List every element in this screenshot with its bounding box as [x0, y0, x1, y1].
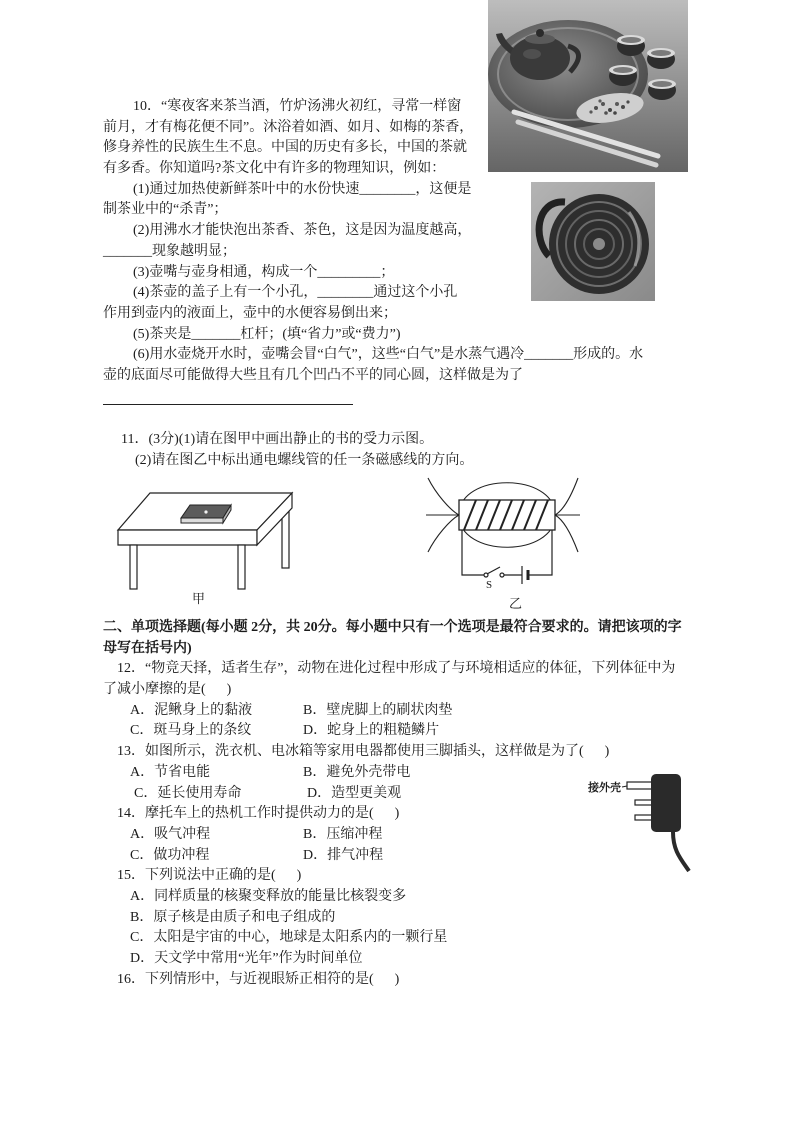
- q14-stem: 14．摩托车上的热机工作时提供动力的是( ): [117, 806, 400, 822]
- q16-stem: 16．下列情形中，与近视眼矫正相符的是( ): [117, 971, 400, 987]
- q14-option-d: D．排气冲程: [303, 847, 384, 863]
- table-front-edge: [118, 530, 257, 545]
- q10-item-3: (3)壶嘴与壶身相通，构成一个_________；: [133, 264, 395, 280]
- wire-left: [462, 530, 484, 575]
- q12-options-row: [103, 701, 682, 722]
- q14-option-c: C．做功冲程: [130, 847, 210, 863]
- plug-ground-label: 接外壳: [588, 782, 621, 794]
- q15-option-c: C．太阳是宇宙的中心，地球是太阳系内的一颗行星: [130, 930, 448, 946]
- table-leg-left: [130, 545, 137, 589]
- live-pin: [635, 800, 653, 805]
- q10-stem-line: 有多香。你知道吗?茶文化中有许多的物理知识，例如：: [103, 161, 446, 177]
- neutral-pin: [635, 815, 653, 820]
- q12-option-d: D．蛇身上的粗糙鳞片: [303, 723, 440, 739]
- q12-option-b: B．壁虎脚上的刷状肉垫: [303, 702, 453, 718]
- q13-option-a: A．节省电能: [130, 764, 211, 780]
- q10-item-1: (1)通过加热使新鲜茶叶中的水份快速________，这便是: [133, 181, 472, 197]
- q10-item-2: (2)用沸水才能快泡出茶香、茶色，这是因为温度越高，: [133, 223, 472, 239]
- q11-line: (2)请在图乙中标出通电螺线管的任一条磁感线的方向。: [135, 452, 474, 468]
- ground-pin: [627, 782, 653, 789]
- figure-yi-solenoid: [422, 474, 582, 614]
- q10-item-6-continued: 壶的底面尽可能做得大些且有几个凹凸不平的同心圆，这样做是为了: [103, 367, 523, 383]
- switch: [484, 567, 504, 577]
- question-11: [103, 430, 473, 471]
- q12-options-row: [103, 721, 682, 742]
- q10-stem-line: 10．“寒夜客来茶当酒，竹炉汤沸火初红，寻常一样窗: [133, 99, 462, 114]
- q10-item-4: (4)茶壶的盖子上有一个小孔，________通过这个小孔: [133, 285, 458, 301]
- q10-answer-blank-line: [103, 404, 353, 405]
- label-pointer: [622, 786, 627, 787]
- plug-pins: [627, 782, 653, 820]
- question-10: [103, 97, 643, 387]
- q10-item-5: (5)茶夹是_______杠杆；(填“省力”或“费力”): [133, 326, 401, 342]
- figure-jia-book-on-table: [110, 485, 300, 610]
- section-heading: 二、单项选择题(每小题 2分，共 20分。每小题中只有一个选项是最符合要求的。请把该项的字: [103, 620, 682, 635]
- section-heading: 母写在括号内): [103, 640, 192, 656]
- q13-option-d: D．造型更美观: [307, 785, 402, 801]
- q12-option-c: C．斑马身上的条纹: [130, 723, 252, 739]
- q15-option-d: D．天文学中常用“光年”作为时间单位: [130, 951, 363, 966]
- q12-option-a: A．泥鳅身上的黏液: [130, 702, 253, 718]
- circuit: [462, 530, 552, 584]
- q10-stem-line: 前月，才有梅花便不同”。沐浴着如酒、如月、如梅的茶香，: [103, 119, 474, 135]
- table-leg-right: [238, 545, 245, 589]
- q10-item-1-continued: 制茶业中的“杀青”；: [103, 202, 228, 218]
- plug-body: [651, 774, 681, 832]
- q11-line: 11．(3分)(1)请在图甲中画出静止的书的受力示图。: [121, 432, 434, 447]
- q13-option-c: C．延长使用寿命: [134, 785, 242, 801]
- switch-label: S: [486, 579, 493, 591]
- figure-jia-label: 甲: [192, 591, 206, 606]
- battery: [522, 566, 528, 584]
- q13-stem: 13．如图所示，洗衣机、电冰箱等家用电器都使用三脚插头，这样做是为了( ): [117, 744, 610, 760]
- q15-option-b: B．原子核是由质子和电子组成的: [130, 909, 336, 925]
- figure-yi-label: 乙: [509, 596, 523, 611]
- q15-option-a: A．同样质量的核聚变释放的能量比核裂变多: [130, 888, 407, 904]
- q13-option-b: B．避免外壳带电: [303, 764, 411, 780]
- q14-option-b: B．压缩冲程: [303, 826, 383, 842]
- plug-cable: [673, 832, 689, 871]
- three-pin-plug-figure: [585, 770, 695, 875]
- book: [181, 505, 231, 523]
- q12-stem: 了减小摩擦的是( ): [103, 682, 232, 698]
- q10-item-4-continued: 作用到壶内的液面上，壶中的水便容易倒出来；: [103, 305, 397, 321]
- q10-item-6: (6)用水壶烧开水时，壶嘴会冒“白气”，这些“白气”是水蒸气遇冷_______形成的。水: [133, 347, 644, 363]
- q10-stem-line: 修身养性的民族生生不息。中国的历史有多长，中国的茶就: [103, 140, 467, 156]
- q14-option-a: A．吸气冲程: [130, 826, 211, 842]
- q10-item-2-continued: _______现象越明显；: [103, 243, 236, 259]
- q12-stem: 12．“物竞天择，适者生存”，动物在进化过程中形成了与环境相适应的体征，下列体征中为: [117, 661, 676, 677]
- q15-stem: 15．下列说法中正确的是( ): [117, 868, 302, 884]
- wire-right: [528, 530, 552, 575]
- solenoid-coil: [459, 500, 555, 530]
